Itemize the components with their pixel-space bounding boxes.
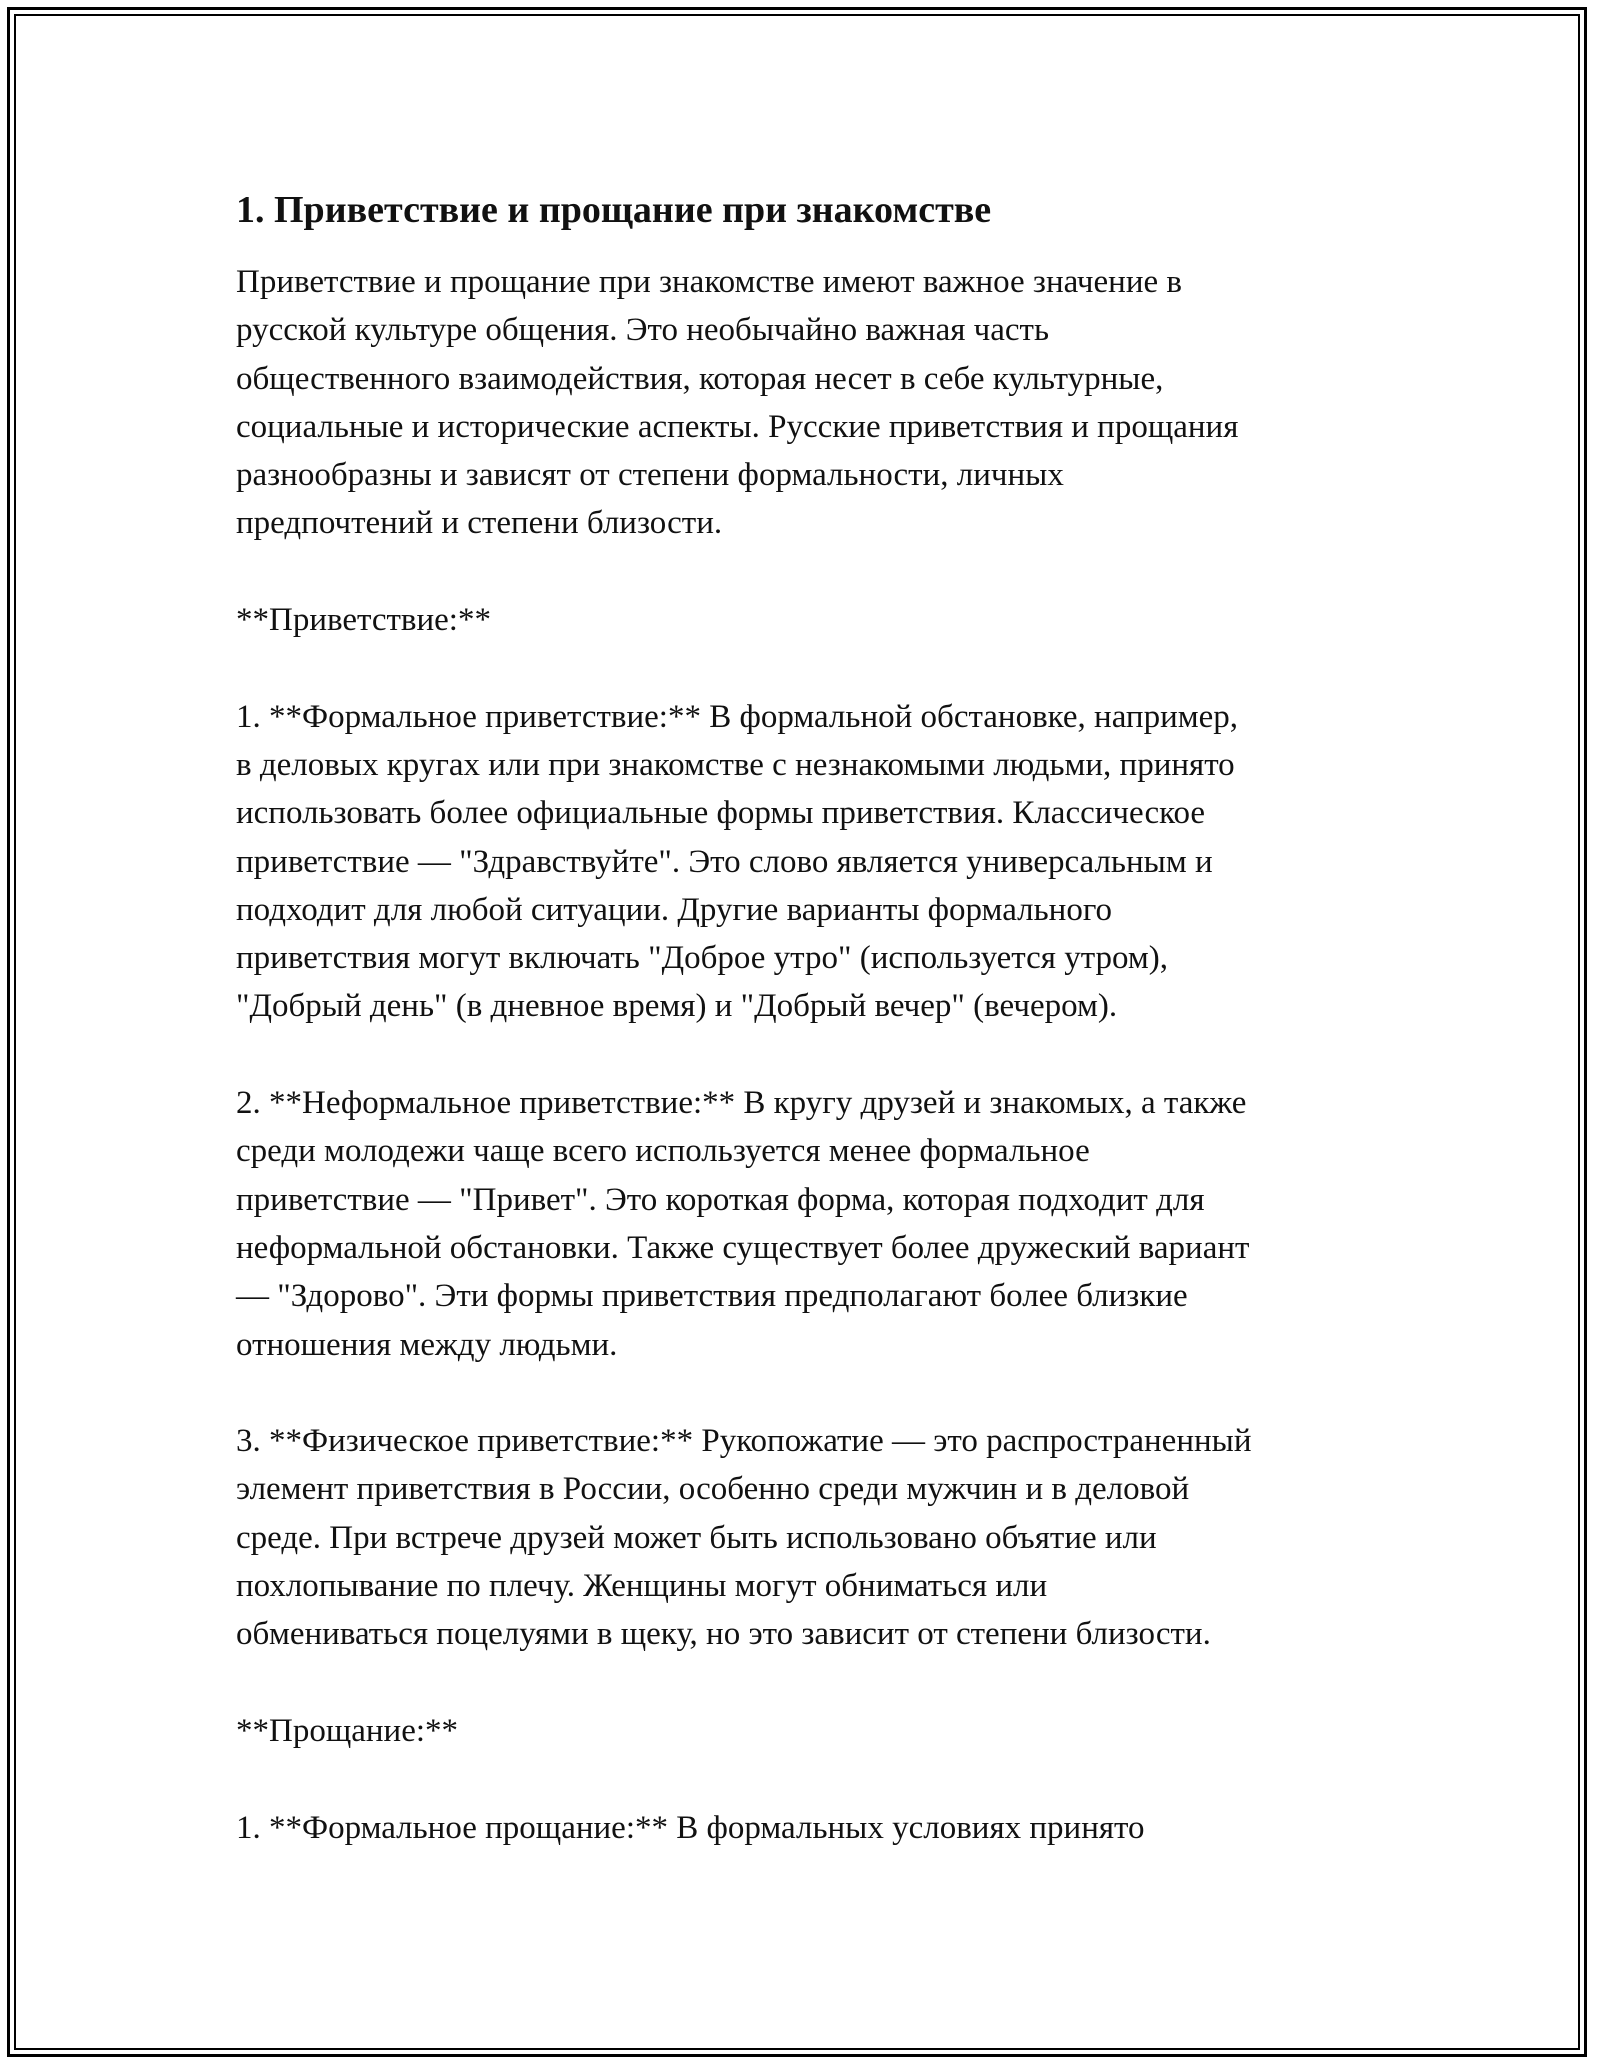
text-line: 2. **Неформальное приветствие:** В кругу друзей и знакомых, а также bbox=[236, 1085, 1247, 1122]
section-heading: 1. Приветствие и прощание при знакомстве bbox=[236, 189, 992, 231]
text-line: в деловых кругах или при знакомстве с незнакомыми людьми, принято bbox=[236, 746, 1235, 783]
paragraph bbox=[236, 258, 1376, 548]
text-line: приветствие — "Привет". Это короткая форма, которая подходит для bbox=[236, 1181, 1205, 1218]
text-line: 3. **Физическое приветствие:** Рукопожатие — это распространенный bbox=[236, 1423, 1252, 1460]
text-line: среде. При встрече друзей может быть использовано объятие или bbox=[236, 1519, 1157, 1556]
paragraph bbox=[236, 1079, 1376, 1369]
text-line: 1. **Формальное приветствие:** В формальной обстановке, например, bbox=[236, 698, 1239, 735]
text-line: предпочтений и степени близости. bbox=[236, 505, 723, 542]
text-line: **Прощание:** bbox=[236, 1712, 459, 1749]
text-line: среди молодежи чаще всего используется менее формальное bbox=[236, 1133, 1090, 1170]
text-line: отношения между людьми. bbox=[236, 1326, 618, 1363]
text-line: общественного взаимодействия, которая несет в себе культурные, bbox=[236, 360, 1164, 397]
text-line: элемент приветствия в России, особенно среди мужчин и в деловой bbox=[236, 1471, 1190, 1508]
text-line: "Добрый день" (в дневное время) и "Добрый вечер" (вечером). bbox=[236, 988, 1118, 1025]
document-body bbox=[236, 186, 1376, 1900]
paragraph bbox=[236, 1804, 1376, 1852]
text-line: разнообразны и зависят от степени формальности, личных bbox=[236, 457, 1064, 494]
text-line: приветствие — "Здравствуйте". Это слово является универсальным и bbox=[236, 843, 1213, 880]
text-line: — "Здорово". Эти формы приветствия предполагают более близкие bbox=[236, 1278, 1188, 1315]
text-line: обмениваться поцелуями в щеку, но это зависит от степени близости. bbox=[236, 1616, 1211, 1653]
paragraph-list bbox=[236, 258, 1376, 1852]
text-line: социальные и исторические аспекты. Русские приветствия и прощания bbox=[236, 408, 1239, 445]
text-line: 1. **Формальное прощание:** В формальных условиях принято bbox=[236, 1809, 1145, 1846]
paragraph bbox=[236, 596, 1376, 644]
text-line: подходит для любой ситуации. Другие варианты формального bbox=[236, 891, 1113, 928]
text-line: неформальной обстановки. Также существует более дружеский вариант bbox=[236, 1229, 1250, 1266]
paragraph bbox=[236, 693, 1376, 1031]
text-line: приветствия могут включать "Доброе утро" (используется утром), bbox=[236, 940, 1169, 977]
text-line: **Приветствие:** bbox=[236, 602, 491, 639]
text-line: похлопывание по плечу. Женщины могут обниматься или bbox=[236, 1568, 1048, 1605]
paragraph bbox=[236, 1417, 1376, 1658]
text-line: использовать более официальные формы приветствия. Классическое bbox=[236, 795, 1206, 832]
text-line: Приветствие и прощание при знакомстве имеют важное значение в bbox=[236, 264, 1182, 300]
paragraph bbox=[236, 1707, 1376, 1755]
text-line: русской культуре общения. Это необычайно важная часть bbox=[236, 312, 1050, 349]
